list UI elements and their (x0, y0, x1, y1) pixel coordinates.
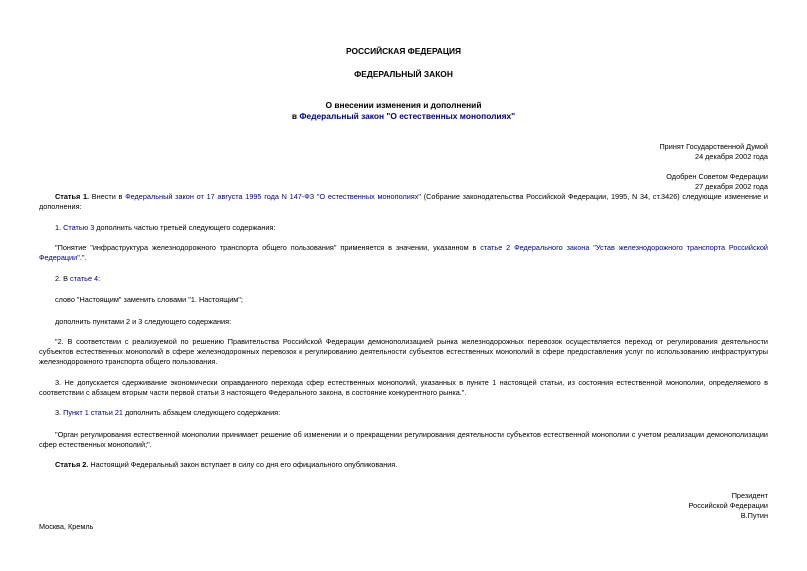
quote1-link[interactable]: статье 2 Федерального закона "Устав железнодорожного транспорта Российской Федерации" (39, 243, 769, 262)
council-approval-line1: Одобрен Советом Федерации (666, 172, 768, 181)
item2-a-paragraph: слово "Настоящим" заменить словами "1. Настоящим"; (55, 295, 243, 304)
law-title-link[interactable]: Федеральный закон "О естественных монополиях" (299, 111, 516, 121)
article2-label: Статья 2. (55, 460, 89, 469)
item1-prefix: 1. (55, 223, 64, 232)
quote4-paragraph: "Орган регулирования естественной монополии принимает решение об изменении и о прекращении регулирования деятельности субъектов естественной монополии с учетом реализации демонополизации сфер естественных монополий;". (39, 430, 768, 449)
quote1-end: .". (79, 253, 87, 262)
item3-prefix: 3. (55, 408, 64, 417)
signature-block (689, 491, 768, 521)
quote2-paragraph: "2. В соответствии с реализуемой по решению Правительства Российской Федерации демонополизацией рынка железнодорожных перевозок осуществляется переход от регулирования деятельности субъектов естественных монополий в сфере железнодорожных перевозок к регулированию деятельности субъектов естественных монополий в сфере предоставления услуг по использованию инфраструктуры железнодорожного транспорта общего пользования. (39, 337, 768, 366)
duma-adoption-date: 24 декабря 2002 года (695, 152, 768, 161)
law-title-line1: О внесении изменения и дополнений (325, 100, 482, 110)
article1-text-end: (Собрание законодательства Российской Федерации, 1995, N 34, ст.3426) следующие изменение и дополнения: (39, 192, 768, 211)
place-of-signing: Москва, Кремль (39, 522, 94, 531)
duma-adoption (659, 142, 768, 162)
item1-paragraph (39, 223, 768, 233)
country-heading: РОССИЙСКАЯ ФЕДЕРАЦИЯ (345, 46, 462, 56)
signature-name: В.Путин (740, 511, 768, 520)
law-title-line2 (0, 111, 807, 121)
article1-text-start: Внести в (89, 192, 126, 201)
item3-link[interactable]: Пункт 1 статьи 21 (63, 408, 123, 417)
item3-text: дополнить абзацем следующего содержания: (122, 408, 281, 417)
article1-paragraph (39, 192, 768, 212)
item2-end: : (98, 274, 101, 283)
quote1-paragraph (39, 243, 768, 263)
item1-text: дополнить частью третьей следующего содержания: (94, 223, 276, 232)
law-title-prefix: в (291, 111, 300, 121)
item3-paragraph (39, 408, 768, 418)
item1-link[interactable]: Статью 3 (63, 223, 95, 232)
duma-adoption-line1: Принят Государственной Думой (659, 142, 768, 151)
item2-paragraph (39, 274, 768, 284)
signature-country: Российской Федерации (688, 501, 768, 510)
signature-title: Президент (731, 491, 768, 500)
item2-b-paragraph: дополнить пунктами 2 и 3 следующего содержания: (55, 317, 232, 326)
article1-label: Статья 1. (55, 192, 90, 201)
council-approval (666, 172, 768, 192)
article1-law-link[interactable]: Федеральный закон от 17 августа 1995 года N 147-ФЗ "О естественных монополиях" (125, 192, 421, 201)
council-approval-date: 27 декабря 2002 года (695, 182, 768, 191)
article2-paragraph (39, 460, 768, 470)
law-type-heading: ФЕДЕРАЛЬНЫЙ ЗАКОН (354, 69, 453, 79)
quote3-paragraph: 3. Не допускается сдерживание экономически оправданного перехода сфер естественных монополий, указанных в пункте 1 настоящей статьи, из состояния естественной монополии, определяемого в соответствии с абзацем вторым части первой статьи 3 настоящего Федерального закона, в состояние конкурентного рынка.". (39, 378, 768, 397)
quote1-text: "Понятие "инфраструктура железнодорожного транспорта общего пользования" применяется в значении, указанном в (55, 243, 481, 252)
article2-text: Настоящий Федеральный закон вступает в силу со дня его официального опубликования. (88, 460, 398, 469)
item2-prefix: 2. В (55, 274, 71, 283)
item2-link[interactable]: статье 4 (70, 274, 99, 283)
